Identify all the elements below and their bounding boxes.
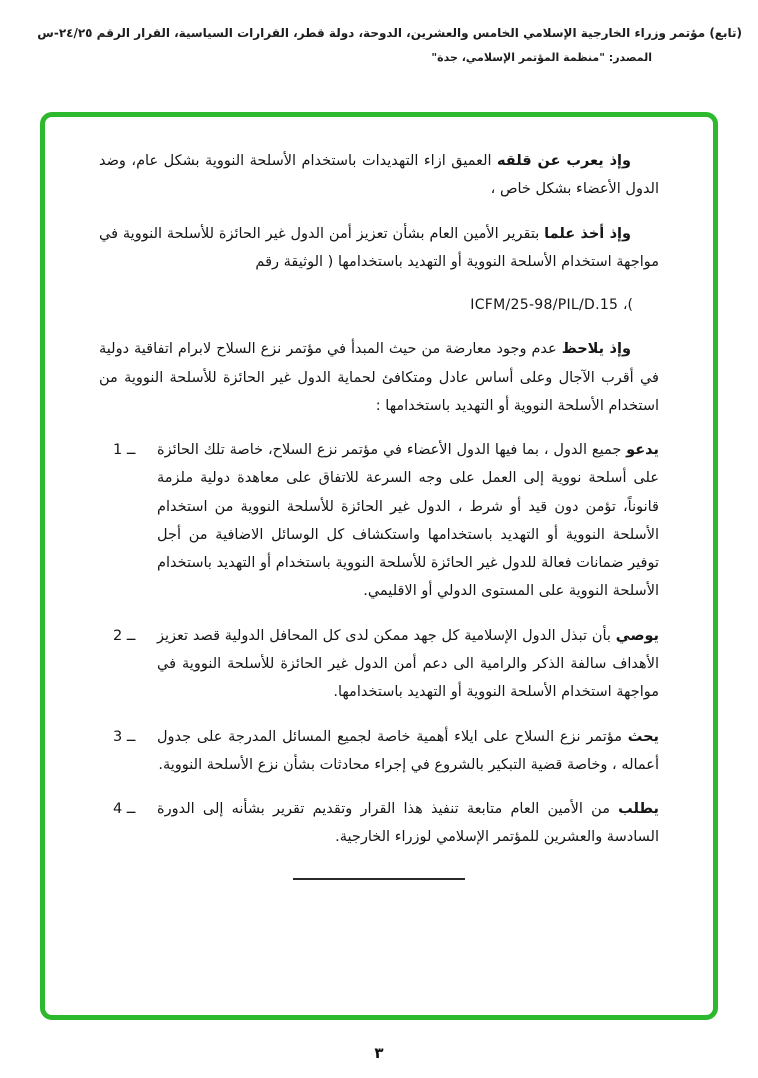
- item-lead-4: يطلب: [618, 801, 659, 818]
- header-title-line: (تابع) مؤتمر وزراء الخارجية الإسلامي الخامس والعشرين، الدوحة، دولة قطر، القرارات السياسية، القرار الرقم ٢٤/٢٥-س: [37, 26, 742, 40]
- item-body-3: مؤتمر نزع السلاح على ايلاء أهمية خاصة لجميع المسائل المدرجة على جدول أعماله ، وخاصة قضية التبكير بالشروع في إجراء محادثات بشأن نزع الأسلحة النووية.: [157, 728, 659, 773]
- item-text-2: [157, 622, 659, 707]
- preamble-text-2: بتقرير الأمين العام بشأن تعزيز أمن الدول غير الحائزة للأسلحة النووية في مواجهة استخدام الأسلحة النووية أو التهديد باستخدامها ( الوثيقة رقم: [99, 225, 659, 270]
- item-number-1: 1 ــ: [113, 442, 136, 459]
- document-header: [16, 24, 742, 64]
- preamble-text-1: العميق ازاء التهديدات باستخدام الأسلحة النووية بشكل عام، وضد الدول الأعضاء بشكل خاص ،: [99, 153, 659, 198]
- item-text-4: [157, 795, 659, 852]
- preamble-paragraph-3: [99, 335, 659, 420]
- item-body-1: جميع الدول ، بما فيها الدول الأعضاء في مؤتمر نزع السلاح، خاصة تلك الحائزة على أسلحة نووية إلى العمل على وجه السرعة للاتفاق على معاهدة دولية ملزمة قانوناً، تؤمن دون قيد أو شرط ، الدول غير الحائزة للأسلحة النووية من استخدام الأسلحة النووية أو التهديد باستخدامها واستكشاف كل الوسائل الاضافية من أجل توفير ضمانات فعالة للدول غير الحائزة للأسلحة النووية باستخدام أو التهديد باستخدام الأسلحة النووية على المستوى الدولي أو الاقليمي.: [157, 442, 659, 600]
- item-body-2: بأن تبذل الدول الإسلامية كل جهد ممكن لدى كل المحافل الدولية قصد تعزيز الأهداف سالفة الذكر والرامية الى دعم أمن الدول غير الحائزة للأسلحة النووية في مواجهة استخدام الأسلحة النووية أو التهديد باستخدامها.: [157, 627, 659, 701]
- item-lead-2: يوصي: [615, 627, 659, 644]
- source-value: "منظمة المؤتمر الإسلامي، جدة": [431, 51, 605, 64]
- source-label: المصدر:: [608, 51, 652, 64]
- preamble-lead-1: وإذ يعرب عن قلقه: [497, 153, 631, 169]
- document-reference-code: ICFM/25-98/PIL/D.15 ،(: [470, 297, 633, 314]
- preamble-paragraph-2: [99, 220, 659, 277]
- operative-item-3: [99, 723, 659, 780]
- item-body-4: من الأمين العام متابعة تنفيذ هذا القرار وتقديم تقرير بشأنه إلى الدورة السادسة والعشرين للمؤتمر الإسلامي لوزراء الخارجية.: [157, 801, 659, 846]
- item-text-3: [157, 723, 659, 780]
- item-text-1: [157, 436, 659, 606]
- document-body: [45, 117, 713, 880]
- preamble-text-3: عدم وجود معارضة من حيث المبدأ في مؤتمر نزع السلاح لابرام اتفاقية دولية في أقرب الآجال وعلى أساس عادل ومتكافئ لحماية الدول غير الحائزة للأسلحة النووية من استخدام الأسلحة النووية أو التهديد باستخدامها :: [99, 341, 659, 414]
- item-lead-3: يحث: [627, 728, 659, 745]
- operative-item-1: [99, 436, 659, 606]
- item-number-2: 2 ــ: [113, 627, 136, 644]
- preamble-paragraph-1: [99, 147, 659, 204]
- green-border-frame: [40, 112, 718, 1020]
- item-lead-1: يدعو: [626, 442, 659, 459]
- operative-item-2: [99, 622, 659, 707]
- preamble-lead-3: وإذ يلاحظ: [561, 341, 631, 358]
- separator-line: [293, 878, 465, 880]
- item-number-4: 4 ــ: [113, 801, 136, 818]
- item-number-3: 3 ــ: [113, 728, 136, 745]
- operative-item-4: [99, 795, 659, 852]
- preamble-lead-2: وإذ أخذ علما: [544, 225, 631, 242]
- page-number: ٣: [374, 1044, 384, 1062]
- header-source-line: [16, 51, 742, 64]
